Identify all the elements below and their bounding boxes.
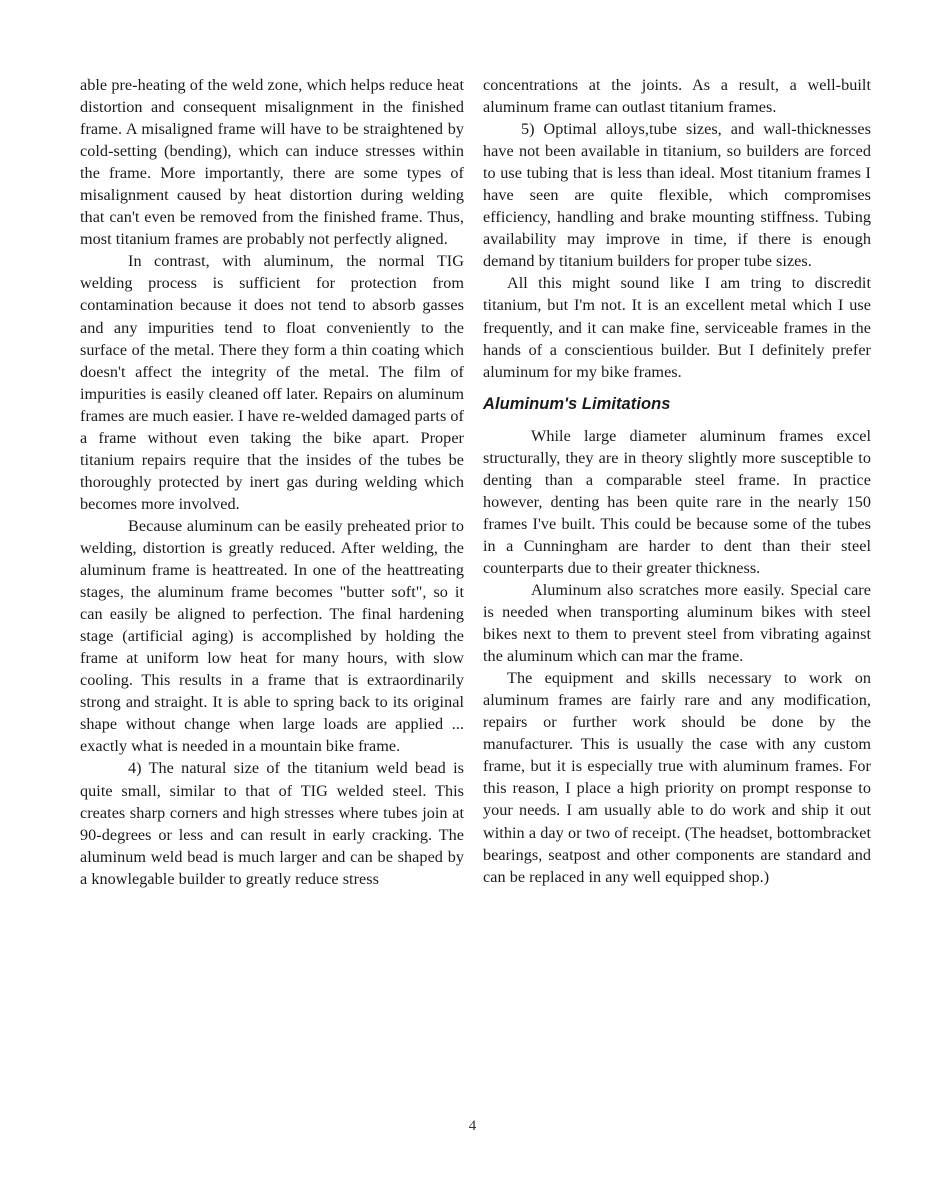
paragraph: 4) The natural size of the titanium weld bead is quite small, similar to that of TIG welded steel. This creates sharp corners and high stresses where tubes join at 90-degrees or less and can result in early cracking. The aluminum weld bead is much larger and can be shaped by a knowlegable builder to greatly reduce stress (80, 759, 464, 888)
paragraph: concentrations at the joints. As a result, a well-built aluminum frame can outlast titanium frames. (483, 76, 871, 117)
paragraph: Aluminum also scratches more easily. Special care is needed when transporting aluminum bikes with steel bikes next to them to prevent steel from vibrating against the aluminum which can mar the frame. (483, 580, 871, 666)
paragraph: Because aluminum can be easily preheated prior to welding, distortion is greatly reduced. After welding, the aluminum frame is heattreated. In one of the heattreating stages, the aluminum frame becomes "butter soft", so it can easily be aligned to perfection. The final hardening stage (artificial aging) is accomplished by holding the frame at uniform low heat for many hours, with slow cooling. This results in a frame that is extraordinarily strong and straight. It is able to spring back to its original shape without change when large loads are applied ... exactly what is needed in a mountain bike frame. (80, 516, 464, 756)
paragraph: In contrast, with aluminum, the normal TIG welding process is sufficient for protection from contamination because it does not tend to absorb gasses and any impurities tend to float conveniently to the surface of the metal. There they form a thin coating which doesn't affect the integrity of the metal. The film of impurities is easily cleaned off later. Repairs on aluminum frames are much easier. I have re-welded damaged parts of a frame without even taking the bike apart. Proper titanium repairs require that the insides of the tubes be thoroughly protected by inert gas during welding which becomes more involved. (80, 252, 464, 513)
paragraph: 5) Optimal alloys,tube sizes, and wall-thicknesses have not been available in titanium, so builders are forced to use tubing that is less than ideal. Most titanium frames I have seen are quite flexible, which compromises efficiency, handling and brake mounting stiffness. Tubing availability may improve in time, if there is enough demand by titanium builders for proper tube sizes. (483, 120, 871, 271)
paragraph: The equipment and skills necessary to work on aluminum frames are fairly rare and any modification, repairs or further work should be done by the manufacturer. This is usually the case with any custom frame, but it is especially true with aluminum frames. For this reason, I place a high priority on prompt response to your needs. I am usually able to do work and ship it out within a day or two of receipt. (The headset, bottombracket bearings, seatpost and other components are standard and can be replaced in any well equipped shop.) (483, 669, 871, 886)
right-column (483, 74, 871, 888)
section-heading: Aluminum's Limitations (483, 394, 671, 413)
paragraph: All this might sound like I am tring to discredit titanium, but I'm not. It is an excellent metal which I use frequently, and it can make fine, serviceable frames in the hands of a conscientious builder. But I definitely prefer aluminum for my bike frames. (483, 274, 871, 381)
page-number: 4 (468, 1118, 477, 1134)
paragraph: While large diameter aluminum frames excel structurally, they are in theory slightly more susceptible to denting than a comparable steel frame. In practice however, denting has been quite rare in the nearly 150 frames I've built. This could be because some of the tubes in a Cunningham are harder to dent than their steel counterparts due to their greater thickness. (483, 426, 871, 577)
paragraph: able pre-heating of the weld zone, which helps reduce heat distortion and consequent misalignment in the finished frame. A misaligned frame will have to be straightened by cold-setting (bending), which can induce stresses within the frame. More importantly, there are some types of misalignment caused by heat distortion during welding that can't even be removed from the finished frame. Thus, most titanium frames are probably not perfectly aligned. (80, 76, 464, 249)
left-column (80, 74, 464, 890)
